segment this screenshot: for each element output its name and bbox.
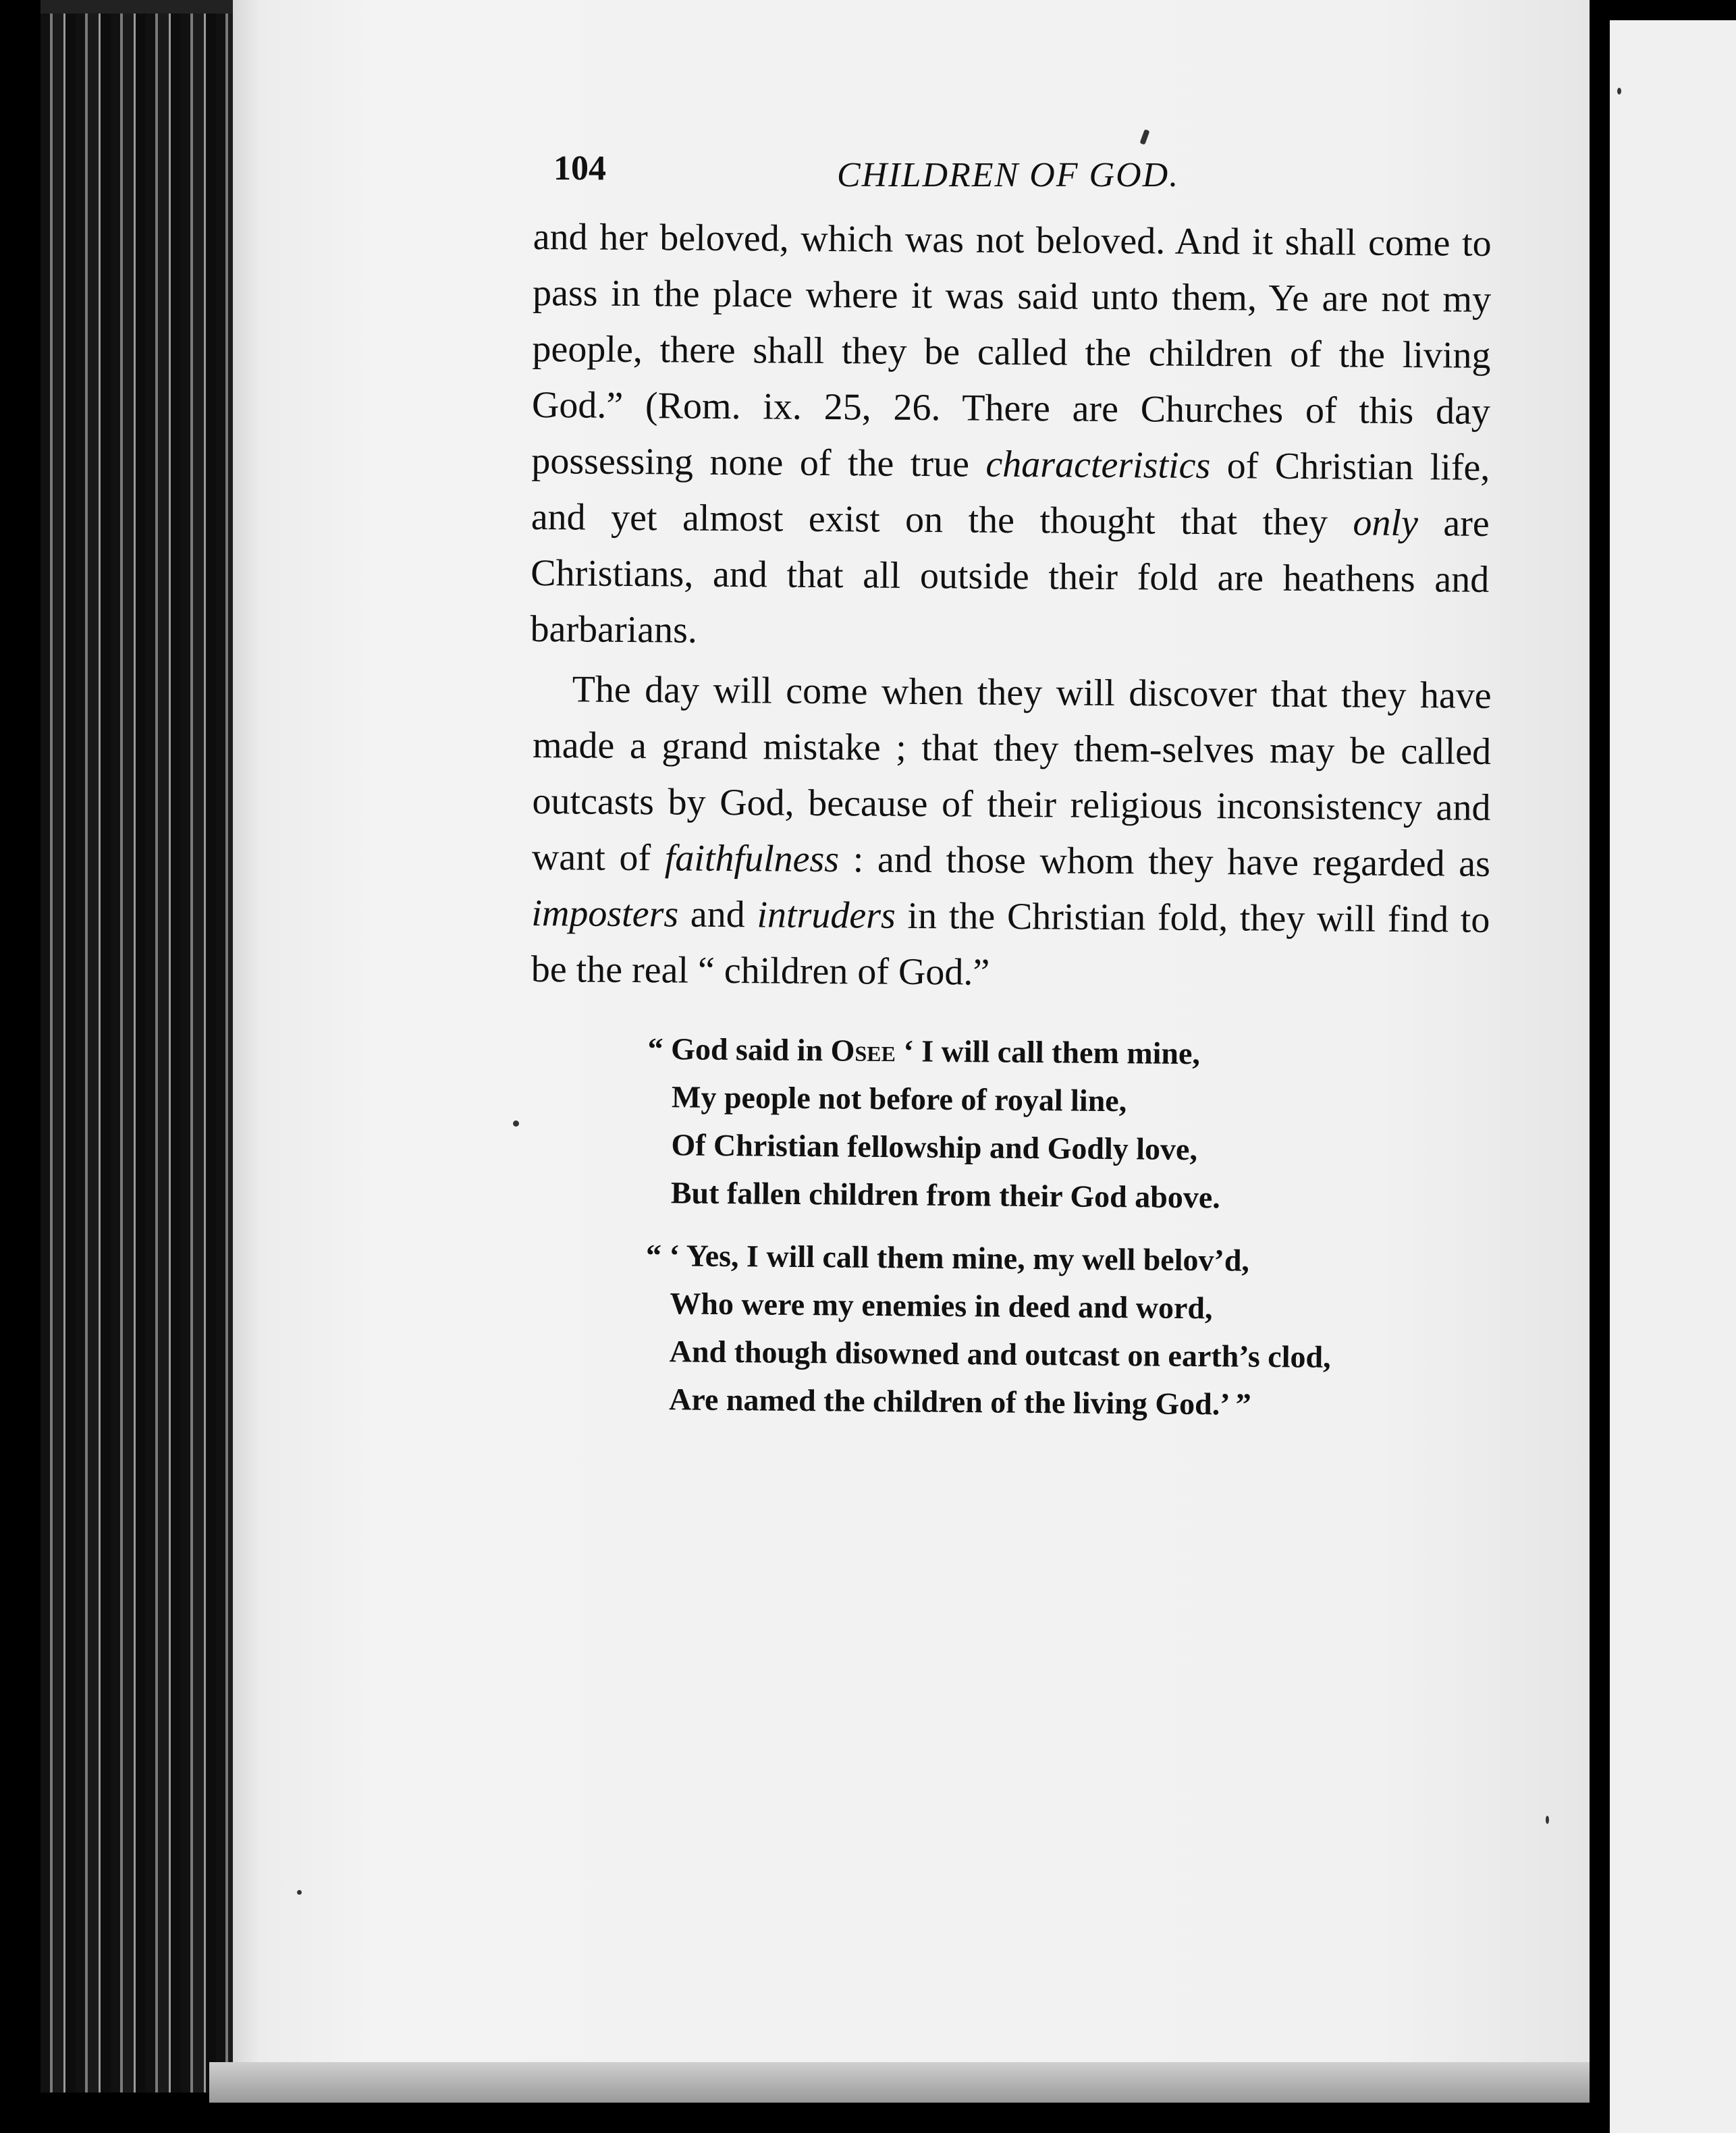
facing-page-edge [1610,20,1736,2133]
paragraph-2 [531,662,1492,1004]
paragraph-2-text: The day will come when they will discover that they have made a grand mistake ; that they them-selves may be called outcasts by God, because of their religious inconsistency and want of [531,668,1492,880]
poem-line: But fallen children from their God above. [670,1175,1220,1215]
gutter-gap [1590,0,1610,2133]
paragraph-2-text: in the Christian fold, they will find to be the real “ children of God.” [531,894,1490,994]
paragraph-1-text: are Christians, and that all outside their fold are heathens and barbarians. [530,502,1490,651]
poem-line: Of Christian fellowship and Godly love, [671,1127,1198,1167]
page-bottom-edge [209,2062,1600,2103]
paragraph-1-emphasis: only [1353,502,1419,545]
paragraph-2-emphasis: faithfulness [664,837,840,881]
paragraph-1-emphasis: characteristics [985,443,1211,487]
paragraph-1 [530,209,1492,664]
poem-line: And though disowned and outcast on earth’s clod, [669,1334,1331,1374]
paragraph-2-emphasis: imposters [531,892,679,936]
paragraph-2-text: : and those whom they have regarded as [838,838,1491,885]
poem [645,1025,1492,1430]
page-number: 104 [553,149,606,188]
page-text [530,135,1492,1423]
poem-line: Are named the children of the living God.’ ” [668,1382,1251,1422]
page-block-edges [40,14,243,2092]
scan-speck [513,1120,519,1127]
poem-line [647,1025,1492,1080]
paragraph-2-text: and [678,893,757,936]
paragraph-1-text: of Christian life, and yet almost exist on the thought that they [531,445,1490,544]
poem-stanza-2 [645,1231,1490,1430]
paragraph-1-text: and her beloved, which was not beloved. And it shall come to pass in the place where it was said unto them, Ye are not my people, there shall they be called the children of the living God.” (Rom. ix. 25, 26. There are Churches of this day possessing none of the true [531,215,1492,485]
paragraph-2-emphasis: intruders [757,894,896,937]
running-head [533,135,1492,209]
poem-stanza-1 [647,1025,1492,1224]
scan-speck [297,1890,302,1895]
running-title: CHILDREN OF GOD. [837,156,1180,194]
scan-speck [1617,88,1621,94]
scan-speck [1546,1816,1549,1824]
poem-small-caps-name: Osee [830,1033,896,1069]
poem-line-text: “ God said in [647,1031,831,1068]
poem-line: “ ‘ Yes, I will call them mine, my well belov’d, [645,1237,1250,1278]
poem-line: Who were my enemies in deed and word, [670,1286,1213,1326]
poem-line: My people not before of royal line, [671,1079,1127,1118]
poem-line-text: ‘ I will call them mine, [895,1033,1201,1071]
